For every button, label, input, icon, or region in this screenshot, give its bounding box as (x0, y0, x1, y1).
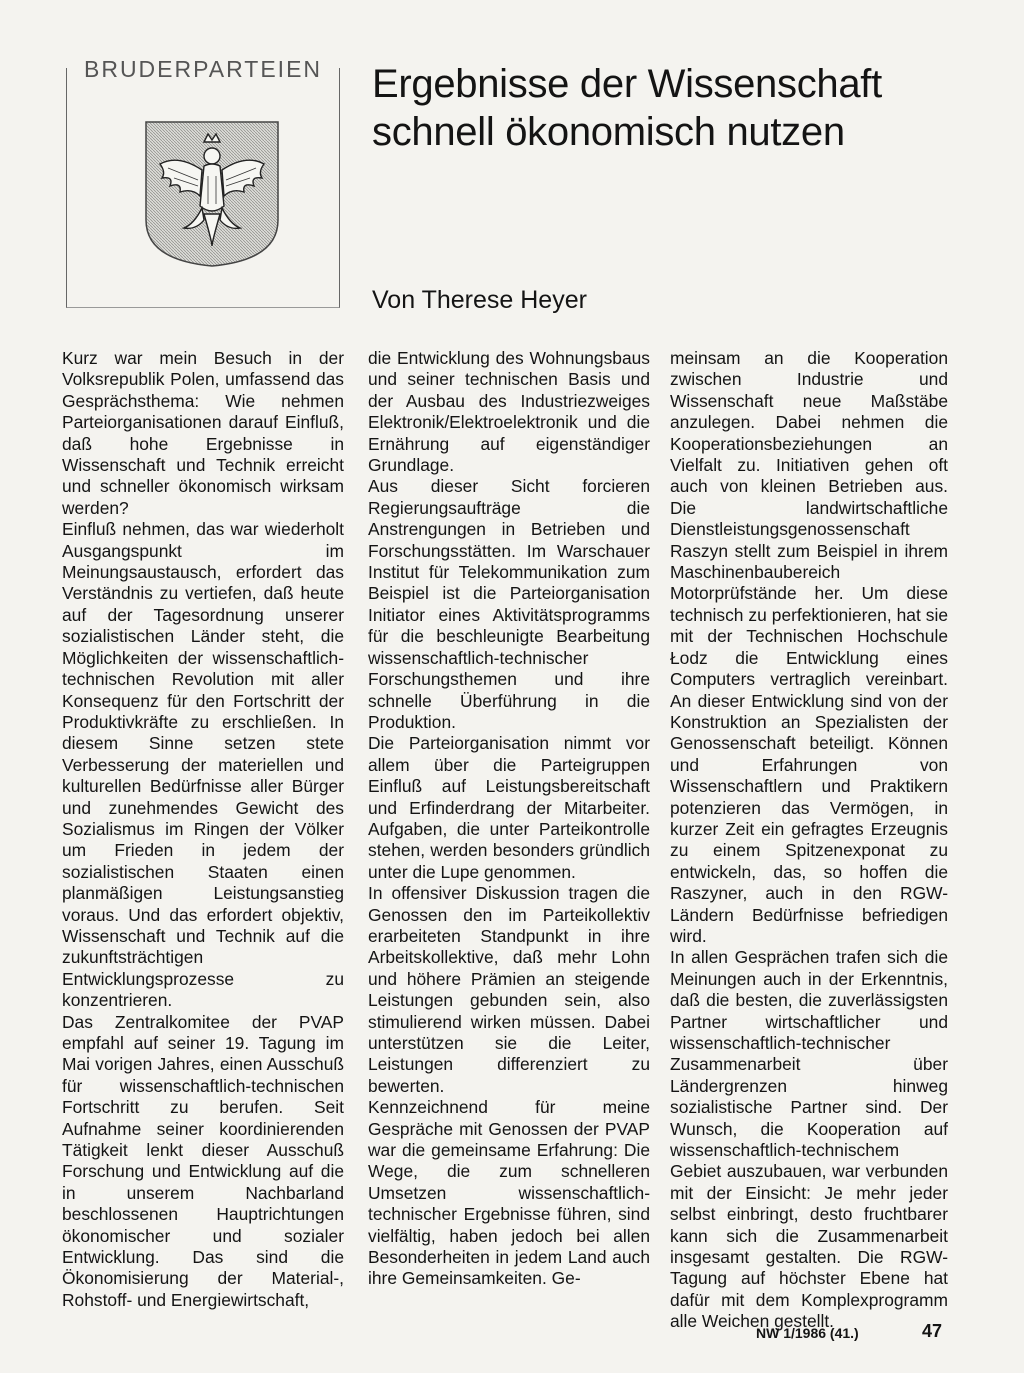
paragraph: meinsam an die Kooperation zwischen Industrie und Wissenschaft neue Maßstäbe anzulegen. Dabei nehmen die Kooperationsbeziehungen an Vielfalt zu. Initiativen gehen oft auch von kleinen Betrieben aus. Die landwirtschaftliche Dienstleistungsgenossenschaft Raszyn stellt zum Beispiel in ihrem Maschinenbaubereich Motorprüfstände her. Um diese technisch zu perfektionieren, hat sie mit der Technischen Hochschule Łodz die Entwicklung eines Computers vertraglich vereinbart. An dieser Entwicklung sind von der Konstruktion an Spezialisten der Genossenschaft beteiligt. Können und Erfahrungen von Wissenschaftlern und Praktikern potenzieren das Vermögen, in kurzer Zeit ein gefragtes Erzeugnis zu einem Spitzenexponat zu entwickeln, das, so hoffen die Raszyner, auch in den RGW-Ländern Bedürfnisse befriedigen wird. (670, 348, 948, 946)
text-column-1 (62, 348, 344, 1311)
paragraph: Kennzeichnend für meine Gespräche mit Genossen der PVAP war die gemeinsame Erfahrung: Die Wege, die zum schnelleren Umsetzen wissenschaftlich-technischer Ergebnisse führen, sind vielfältig, haben jedoch bei allen Besonderheiten in jedem Land auch ihre Gemeinsamkeiten. Ge- (368, 1097, 650, 1289)
article-author: Von Therese Heyer (372, 286, 587, 314)
paragraph: die Entwicklung des Wohnungsbaus und seiner technischen Basis und der Ausbau des Industriezweiges Elektronik/Elektroelektronik und die Ernährung auf eigenständiger Grundlage. (368, 348, 650, 476)
paragraph: Die Parteiorganisation nimmt vor allem über die Parteigruppen Einfluß auf Leistungsbereitschaft und Erfinderdrang der Mitarbeiter. Aufgaben, die unter Parteikontrolle stehen, werden besonders gründlich unter die Lupe genommen. (368, 733, 650, 882)
paragraph: In offensiver Diskussion tragen die Genossen den im Parteikollektiv erarbeiteten Standpunkt in ihre Arbeitskollektive, daß mehr Lohn und höhere Prämien an steigende Leistungen gebunden sein, also stimulierend wirken müssen. Dabei unterstützen sie die Leiter, Leistungen differenziert zu bewerten. (368, 883, 650, 1096)
paragraph: Einfluß nehmen, das war wiederholt Ausgangspunkt im Meinungsaustausch, erfordert das Verständnis zu vertiefen, daß heute auf der Tagesordnung unserer sozialistischen Länder steht, die Möglichkeiten der wissenschaftlich-technischen Revolution mit aller Konsequenz für den Fortschritt der Produktivkräfte zu erschließen. In diesem Sinne setzen stete Verbesserung der materiellen und kulturellen Bedürfnisse aller Bürger und zunehmendes Gewicht des Sozialismus im Ringen der Völker um Frieden in jedem der sozialistischen Staaten einen planmäßigen Leistungsanstieg voraus. Und das erfordert objektiv, Wissenschaft und Technik auf die zukunftsträchtigen Entwicklungsprozesse zu konzentrieren. (62, 519, 344, 1011)
text-column-3 (670, 348, 948, 1333)
rubric-label: BRUDERPARTEIEN (78, 56, 328, 83)
issue-reference: NW 1/1986 (41.) (756, 1325, 859, 1341)
paragraph: In allen Gesprächen trafen sich die Meinungen auch in der Erkenntnis, daß die besten, die zuverlässigsten Partner wirtschaftlicher und wissenschaftlich-technischer Zusammenarbeit über Ländergrenzen hinweg sozialistische Partner sind. Der Wunsch, die Kooperation auf wissenschaftlich-technischem Gebiet auszubauen, war verbunden mit der Einsicht: Je mehr jeder selbst einbringt, desto fruchtbarer kann sich die Zusammenarbeit insgesamt gestalten. Die RGW-Tagung auf höchster Ebene hat dafür mit dem Komplexprogramm alle Weichen gestellt. (670, 947, 948, 1332)
page-number: 47 (922, 1321, 943, 1341)
paragraph: Kurz war mein Besuch in der Volksrepublik Polen, umfassend das Gesprächsthema: Wie nehmen Parteiorganisationen darauf Einfluß, daß hohe Ergebnisse in Wissenschaft und Technik erreicht und schneller ökonomisch wirksam werden? (62, 348, 344, 518)
polish-eagle-emblem-icon (144, 120, 280, 268)
paragraph: Aus dieser Sicht forcieren Regierungsaufträge die Anstrengungen in Betrieben und Forschungsstätten. Im Warschauer Institut für Telekommunikation zum Beispiel ist die Parteiorganisation Initiator eines Aktivitätsprogramms für die beschleunigte Bearbeitung wissenschaftlich-technischer Forschungsthemen und ihre schnelle Überführung in die Produktion. (368, 476, 650, 732)
paragraph: Das Zentralkomitee der PVAP empfahl auf seiner 19. Tagung im Mai vorigen Jahres, einen Ausschuß für wissenschaftlich-technischen Fortschritt zu berufen. Seit Aufnahme seiner koordinierenden Tätigkeit lenkt dieser Ausschuß Forschung und Entwicklung auf die in unserem Nachbarland beschlossenen Hauptrichtungen ökonomischer und sozialer Entwicklung. Das sind die Ökonomisierung der Material-, Rohstoff- und Energiewirtschaft, (62, 1011, 344, 1310)
title-line: schnell ökonomisch nutzen (372, 110, 845, 154)
article-title (372, 60, 972, 156)
title-line: Ergebnisse der Wissenschaft (372, 62, 882, 106)
text-column-2 (368, 348, 650, 1290)
